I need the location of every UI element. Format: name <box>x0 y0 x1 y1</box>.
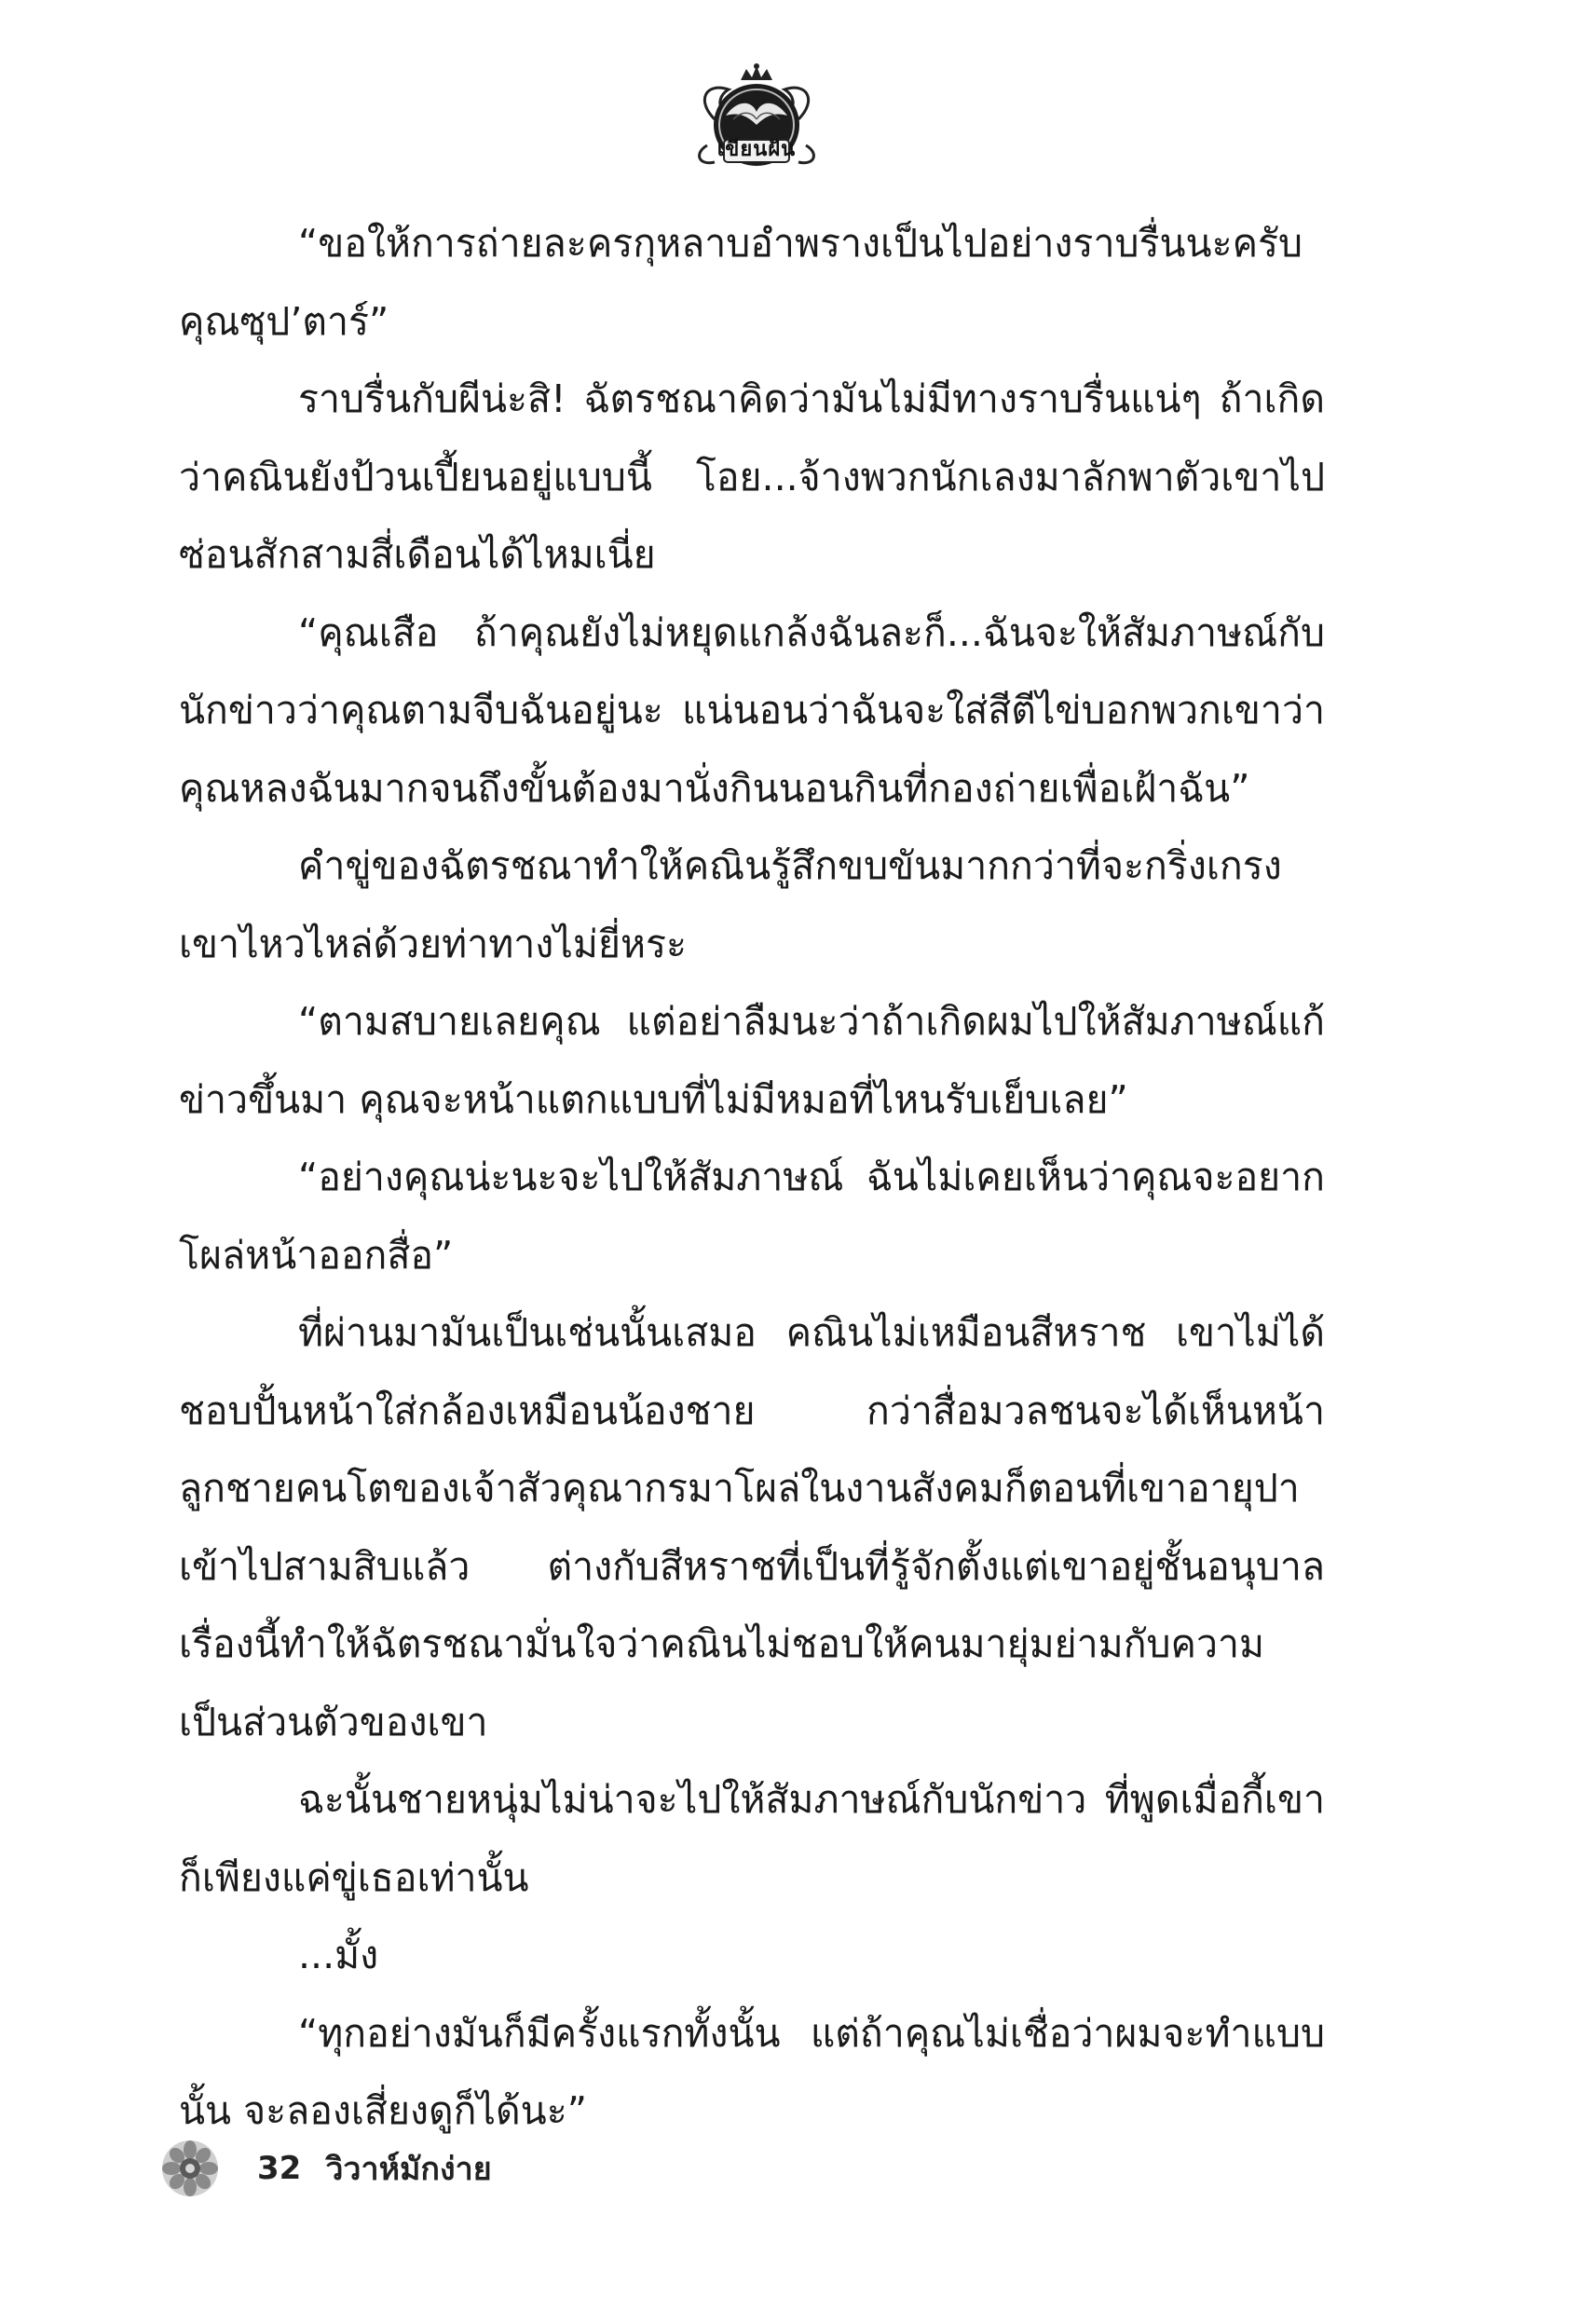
paragraph: ราบรื่นกับผีน่ะสิ! ฉัตรชณาคิดว่ามันไม่มีทางราบรื่นแน่ๆ ถ้าเกิดว่าคณินยังป้วนเปี้ยนอยู่แบบนี้ โอย...จ้างพวกนักเลงมาลักพาตัวเขาไปซ่อนสักสามสี่เดือนได้ไหมเนี่ย <box>179 376 1325 577</box>
paragraph: คำขู่ของฉัตรชณาทำให้คณินรู้สึกขบขันมากกว่าที่จะกริ่งเกรง เขาไหวไหล่ด้วยท่าทางไม่ยี่หระ <box>179 843 1282 966</box>
logo-text: เขียนฝัน <box>716 137 797 161</box>
paragraph: “ตามสบายเลยคุณ แต่อย่าลืมนะว่าถ้าเกิดผมไปให้สัมภาษณ์แก้ข่าวขึ้นมา คุณจะหน้าแตกแบบที่ไม่มีหมอที่ไหนรับเย็บเลย” <box>179 999 1325 1122</box>
page-number: 32 <box>257 2150 302 2187</box>
body-text <box>179 205 1325 2151</box>
page-footer <box>160 2136 492 2201</box>
paragraph: “ขอให้การถ่ายละครกุหลาบอำพรางเป็นไปอย่างราบรื่นนะครับคุณซุป’ตาร์” <box>179 221 1303 344</box>
publisher-logo-icon <box>687 63 826 173</box>
flower-ornament-icon <box>160 2139 220 2198</box>
paragraph: ฉะนั้นชายหนุ่มไม่น่าจะไปให้สัมภาษณ์กับนักข่าว ที่พูดเมื่อกี้เขาก็เพียงแค่ขู่เธอเท่านั้น <box>179 1777 1325 1900</box>
paragraph: “ทุกอย่างมันก็มีครั้งแรกทั้งนั้น แต่ถ้าคุณไม่เชื่อว่าผมจะทำแบบนั้น จะลองเสี่ยงดูก็ได้นะ” <box>179 2010 1325 2133</box>
paragraph: ...มั้ง <box>298 1933 379 1977</box>
book-title: วิวาห์มักง่าย <box>325 2151 492 2188</box>
paragraph: “คุณเสือ ถ้าคุณยังไม่หยุดแกล้งฉันละก็...ฉันจะให้สัมภาษณ์กับนักข่าวว่าคุณตามจีบฉันอยู่นะ แน่นอนว่าฉันจะใส่สีตีไข่บอกพวกเขาว่าคุณหลงฉันมากจนถึงขั้นต้องมานั่งกินนอนกินที่กองถ่ายเพื่อเฝ้าฉัน” <box>179 609 1325 811</box>
paragraph: “อย่างคุณน่ะนะจะไปให้สัมภาษณ์ ฉันไม่เคยเห็นว่าคุณจะอยากโผล่หน้าออกสื่อ” <box>179 1155 1325 1278</box>
paragraph: ที่ผ่านมามันเป็นเช่นนั้นเสมอ คณินไม่เหมือนสีหราช เขาไม่ได้ชอบปั้นหน้าใส่กล้องเหมือนน้องชาย กว่าสื่อมวลชนจะได้เห็นหน้าลูกชายคนโตของเจ้าสัวคุณากรมาโผล่ในงานสังคมก็ตอนที่เขาอายุปาเข้าไปสามสิบแล้ว ต่างกับสีหราชที่เป็นที่รู้จักตั้งแต่เขาอยู่ชั้นอนุบาล เรื่องนี้ทำให้ฉัตรชณามั่นใจว่าคณินไม่ชอบให้คนมายุ่มย่ามกับความเป็นส่วนตัวของเขา <box>179 1310 1325 1744</box>
